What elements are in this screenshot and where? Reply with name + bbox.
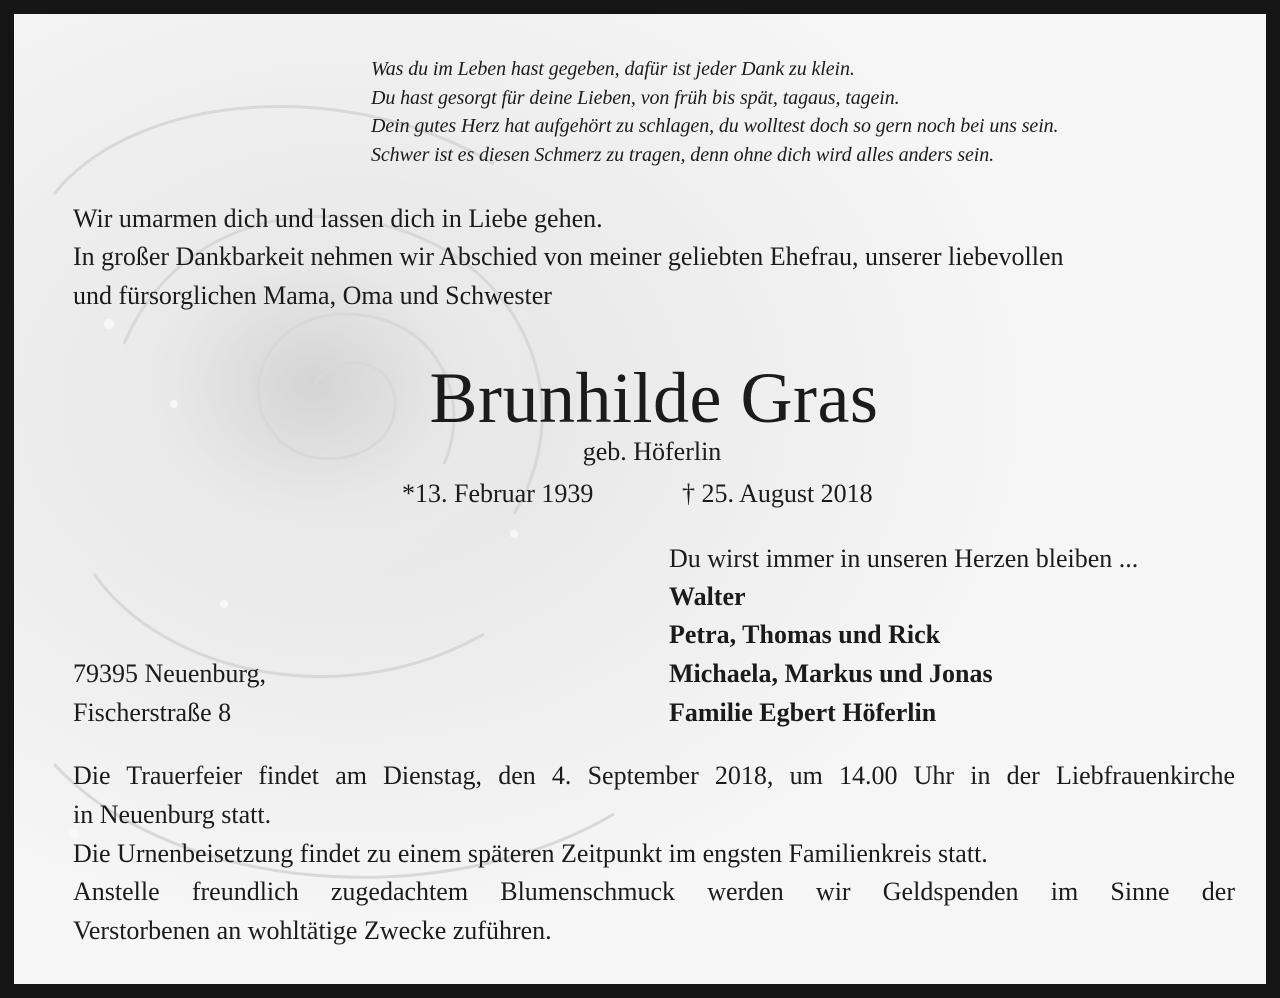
deceased-name: Brunhilde Gras: [429, 358, 879, 438]
birth-date: *13. Februar 1939: [402, 479, 594, 508]
remembrance-line: Du wirst immer in unseren Herzen bleiben ...: [669, 544, 1139, 573]
family-member: Petra, Thomas und Rick: [669, 620, 941, 649]
closing-line: Die Urnenbeisetzung findet zu einem späteren Zeitpunkt im engsten Familienkreis statt.: [73, 839, 988, 868]
address-line: Fischerstraße 8: [73, 698, 232, 727]
closing-line: Die Trauerfeier findet am Dienstag, den 4. September 2018, um 14.00 Uhr in der Liebfrauenkirche: [73, 761, 1235, 790]
poem-line: Schwer ist es diesen Schmerz zu tragen, denn ohne dich wird alles anders sein.: [371, 144, 995, 166]
family-member: Michaela, Markus und Jonas: [669, 659, 993, 688]
birth-name: geb. Höferlin: [582, 437, 722, 466]
poem-line: Dein gutes Herz hat aufgehört zu schlagen, du wolltest doch so gern noch bei uns sein.: [371, 115, 1059, 137]
family-member: Familie Egbert Höferlin: [669, 698, 937, 727]
poem-line: Was du im Leben hast gegeben, dafür ist jeder Dank zu klein.: [371, 58, 855, 80]
family-member: Walter: [669, 582, 746, 611]
intro-line: Wir umarmen dich und lassen dich in Liebe gehen.: [73, 204, 603, 233]
intro-line: und fürsorglichen Mama, Oma und Schwester: [73, 281, 552, 310]
closing-line: Verstorbenen an wohltätige Zwecke zuführen.: [73, 916, 552, 945]
address-line: 79395 Neuenburg,: [73, 659, 267, 688]
closing-line: in Neuenburg statt.: [73, 800, 272, 829]
poem-line: Du hast gesorgt für deine Lieben, von früh bis spät, tagaus, tagein.: [371, 87, 900, 109]
closing-line: Anstelle freundlich zugedachtem Blumenschmuck werden wir Geldspenden im Sinne der: [73, 877, 1235, 906]
death-date: † 25. August 2018: [682, 479, 873, 508]
intro-line: In großer Dankbarkeit nehmen wir Abschied von meiner geliebten Ehefrau, unserer liebevollen: [73, 242, 1064, 271]
